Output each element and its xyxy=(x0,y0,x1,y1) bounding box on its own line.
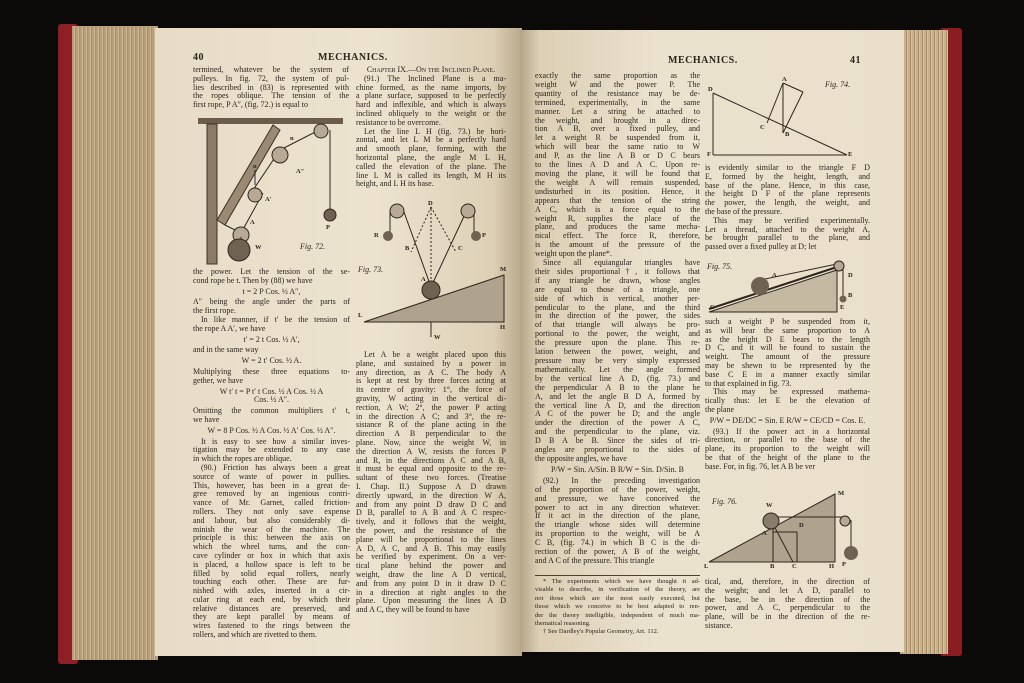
text-line: the weight, and brought in a direc- xyxy=(535,115,700,125)
equation xyxy=(705,415,870,428)
text-line: the plane xyxy=(705,404,735,414)
text-line: to the lines A D and A C. Upon re- xyxy=(535,160,700,170)
right-col2-a xyxy=(705,164,870,252)
text-line: may be shewn to be represented by the xyxy=(705,360,870,370)
text-line: the rope A A′, we have xyxy=(193,323,266,333)
text-line: (90.) Friction has always been a great xyxy=(201,462,350,472)
fig73-label: L xyxy=(358,312,363,319)
text-line: and pressure, we have conceived the xyxy=(535,493,700,503)
fig73-label: C xyxy=(458,245,463,252)
paragraph xyxy=(535,72,700,259)
text-line: pressure may be very simply expressed xyxy=(535,356,700,365)
paragraph xyxy=(535,628,700,636)
text-line: the perpendicular A B to the plane be xyxy=(535,382,700,392)
text-line: and in the same way xyxy=(193,345,259,355)
text-line: horizontal plane, the angle M L H, xyxy=(356,152,506,162)
text-line: gree removed by an ingenious contri- xyxy=(193,489,350,499)
text-line: plane, and produces the same mecha- xyxy=(535,222,700,232)
text-line: directly upward, in the direction W A, xyxy=(356,490,506,500)
fig74-label: B xyxy=(785,131,790,138)
text-line: D C, and it will be found to sustain the xyxy=(705,343,870,353)
text-line: If it act in the direction of the plane, xyxy=(535,511,700,521)
text-line: W = 2 t′ Cos. ½ A. xyxy=(241,356,302,366)
text-line: the vertical line A D, and the direction xyxy=(535,400,700,410)
text-line: let a weight R be suspended from it, xyxy=(535,133,700,143)
text-line: D B, parallel to A B and A C respec- xyxy=(356,508,506,518)
fig73-label: R xyxy=(374,232,379,239)
left-col2-bottom xyxy=(356,351,506,615)
text-line: quantity of the resistance may be de- xyxy=(535,88,700,98)
text-line: weight, draw the line A D vertical, xyxy=(356,569,506,579)
fig72-label: A′ xyxy=(265,196,272,203)
text-line: passed over a fixed pulley at D; let xyxy=(705,242,817,252)
text-line: Let A be a weight placed upon this xyxy=(364,350,506,359)
text-line: weight W and the power P. The xyxy=(535,79,700,89)
text-line: mathematically. Let the angle formed xyxy=(535,364,700,374)
text-line: plane. Now, since the weight W, in xyxy=(356,437,506,447)
text-line: the ropes oblique. The tension of the xyxy=(193,91,349,101)
fig74-label: D xyxy=(708,86,713,93)
left-col1-top xyxy=(193,66,349,110)
text-line: nished with axles, inserted in a cir- xyxy=(193,586,350,596)
running-head: MECHANICS. xyxy=(318,52,388,63)
text-line: they are kept parallel by means of xyxy=(193,612,350,622)
text-line: rollers. They not only save expense xyxy=(193,506,350,516)
text-line: a plane surface, supposed to be perfectly xyxy=(356,91,506,101)
text-line: It is easy to see how a similar inves- xyxy=(201,436,350,446)
text-line: undisturbed in its position. Hence, it xyxy=(535,186,700,196)
text-line: cond rope be t. Then by (88) we have xyxy=(193,275,313,285)
fig76-label: W xyxy=(766,502,773,509)
text-line: to that explained in fig. 73. xyxy=(705,378,792,388)
text-line: inclined obliquely to the weight or the xyxy=(356,108,506,118)
text-line: moving the plane, it will be found that xyxy=(535,168,700,178)
text-line: direction A B perpendicular to the xyxy=(356,429,506,439)
text-line: sultant of these two forces. (Treatise xyxy=(356,473,506,483)
fig72-label: P xyxy=(326,224,330,231)
text-line: nical effect. The force R, therefore, xyxy=(535,231,700,241)
text-line: which will bear the same ratio to W xyxy=(535,142,700,152)
paragraph xyxy=(535,578,700,628)
text-line: the power, and the resistance of the xyxy=(356,525,506,535)
fig76-caption: Fig. 76. xyxy=(712,497,738,506)
text-line: as will bear the same proportion to A xyxy=(705,325,870,335)
text-line: rection of the power, A B of the weight, xyxy=(535,547,700,557)
text-line: tical plane behind the power and xyxy=(356,561,506,571)
text-line: † See Dardley's Popular Geometry, Art. 112. xyxy=(543,628,659,636)
text-line: any direction, as A C. The body A xyxy=(356,367,506,377)
text-line: of that triangle will always be pro- xyxy=(535,320,700,330)
text-line: as the height D E bears to the length xyxy=(705,334,870,344)
text-line: wires fastened to the rings between the xyxy=(193,621,350,631)
text-line: zontal, and let L M be a perfectly hard xyxy=(356,135,506,145)
text-line: base C E in a manner exactly similar xyxy=(705,369,870,379)
fig74-label: F xyxy=(707,151,711,158)
text-line: rollers, and which are rivetted to them. xyxy=(193,630,317,640)
fig75-label: A xyxy=(772,272,777,279)
fig75-label: E xyxy=(840,304,845,311)
left-col1-bottom xyxy=(193,268,350,640)
paragraph xyxy=(193,268,350,286)
text-line: A C of the power be D; and the angle xyxy=(535,409,700,419)
fig76-label: B xyxy=(770,563,775,570)
text-line: is the amount of the pressure of the xyxy=(535,240,700,250)
text-line: is kept at rest by three forces acting at xyxy=(356,376,506,386)
text-line: sistance. xyxy=(705,620,733,630)
text-line: Chapter IX.—On the Inclined Plane. xyxy=(366,65,496,74)
text-line: termined, experimentally, in the same xyxy=(535,97,700,107)
paragraph xyxy=(193,346,350,355)
text-line: tigation may be extended to any case xyxy=(193,445,350,455)
text-line: exactly the same proportion as the xyxy=(535,71,700,80)
text-line: the weight A will remain suspended, xyxy=(535,177,700,187)
text-line: power to act in any direction whatever. xyxy=(535,502,700,512)
text-line: line L M is called its length, M H its xyxy=(356,170,506,180)
text-line: is evidently similar to the triangle F D xyxy=(705,163,870,172)
equation xyxy=(535,464,700,477)
text-line: (92.) In the preceding investigation xyxy=(543,475,700,485)
text-line: Cos. ½ A″. xyxy=(253,395,290,405)
text-line: tical, and, therefore, in the direction of xyxy=(705,577,870,586)
text-line: not those which are the most easily executed, but xyxy=(535,594,700,602)
fig76-label: L xyxy=(704,563,709,570)
paragraph xyxy=(193,316,350,334)
text-line: it must be equal and opposite to the re- xyxy=(356,464,506,474)
text-line: height, and L H its base. xyxy=(356,179,434,189)
paragraph xyxy=(193,438,350,464)
text-line: is placed, a hollow space is left to be xyxy=(193,559,350,569)
page-edges-left xyxy=(72,26,158,660)
text-line: and from any point D in it draw D C xyxy=(356,578,506,588)
text-line: chine formed, as the name imports, by xyxy=(356,82,506,92)
text-line: plane. Upon measuring the lines A D xyxy=(356,596,506,606)
text-line: those which we conceive to be best adapted to ren- xyxy=(535,603,700,611)
text-line: gether, we have xyxy=(193,375,244,385)
text-line: and labour, but also considerably di- xyxy=(193,515,350,525)
text-line: visable to describe, in verification of the theory, are xyxy=(535,586,700,594)
text-line: direction, or parallel to the base of the xyxy=(705,435,870,445)
paragraph xyxy=(535,477,700,566)
text-line: the opposite angles, we have xyxy=(535,453,627,463)
fig72-label: W xyxy=(255,244,262,251)
fig76-label: P xyxy=(842,561,846,568)
right-col2-c xyxy=(705,578,870,631)
text-line: W = 8 P Cos. ½ A Cos. ½ A′ Cos. ½ A″. xyxy=(207,425,336,435)
text-line: plane, its proportion to the weight will xyxy=(705,444,870,454)
paragraph xyxy=(193,66,349,110)
text-line: be verified by experiment. On a ver- xyxy=(356,552,506,562)
text-line: Let the line L H (fig. 73.) be hori- xyxy=(364,126,506,136)
fig72-label: A″ xyxy=(296,168,305,175)
paragraph xyxy=(356,75,506,128)
text-line: A″ being the angle under the parts of xyxy=(193,297,350,307)
paragraph xyxy=(705,428,870,472)
text-line: weight upon the plane*. xyxy=(535,249,612,259)
text-line: under the direction of the power A C, xyxy=(535,418,700,428)
text-line: t = 2 P Cos. ½ A″, xyxy=(242,286,301,296)
text-line: power, and A C, perpendicular to the xyxy=(705,603,870,613)
fig74-label: E xyxy=(848,151,853,158)
text-line: the triangle whose sides will determine xyxy=(535,520,700,530)
text-line: A C, which is a force equal to the xyxy=(535,204,700,214)
text-line: the base, be in the direction of the xyxy=(705,594,870,604)
text-line: This may be verified experimentally. xyxy=(713,215,870,225)
text-line: of the proportion of the power, weight, xyxy=(535,484,700,494)
text-line: manner. Let a string be attached to xyxy=(535,106,700,116)
fig74-label: C xyxy=(760,124,765,131)
footnotes xyxy=(535,578,700,637)
right-col1 xyxy=(535,72,700,566)
text-line: be brought parallel to the plane, and xyxy=(705,233,870,243)
fig75-label: C xyxy=(710,304,715,311)
text-line: W t′ t = P t′ t Cos. ½ A Cos. ½ A xyxy=(219,386,324,396)
text-line: termined, whatever be the system of xyxy=(193,65,349,74)
text-line: This, however, has been in a great de- xyxy=(193,480,350,490)
text-line: appears that the tension of the string xyxy=(535,195,700,205)
paragraph xyxy=(535,259,700,464)
text-line: filled by solid equal rollers, nearly xyxy=(193,568,350,578)
text-line: and R, in the directions A C and A B, xyxy=(356,455,506,465)
text-line: sistance R of the plane acting in the xyxy=(356,420,506,430)
text-line: which the wheel turns, and the con- xyxy=(193,542,350,552)
fig74-label: A xyxy=(782,76,787,83)
paragraph xyxy=(705,388,870,414)
fig73-label: A xyxy=(421,276,426,283)
text-line: their sides proportional†, it follows that xyxy=(535,266,700,276)
fig72-caption: Fig. 72. xyxy=(300,242,326,251)
text-line: rection, A W; 2°, the power P acting xyxy=(356,402,506,412)
text-line: in the direction of the power, the sides xyxy=(535,311,700,321)
text-line: we have xyxy=(193,414,220,424)
equation xyxy=(193,386,350,408)
fig73-label: D xyxy=(428,200,433,207)
text-line: its proportion to the weight, will be A xyxy=(535,529,700,539)
text-line: plane, will be in the direction of the re- xyxy=(705,612,870,622)
text-line: C B, (fig. 74.) in which B C is the di- xyxy=(535,538,700,548)
text-line: the direction A W, resists the forces P xyxy=(356,446,506,456)
text-line: be that of the height of the plane to the xyxy=(705,452,870,462)
fig72-label: n xyxy=(253,163,257,170)
text-line: lies described in (83) is represented with xyxy=(193,82,349,92)
fig72-label: A xyxy=(250,219,255,226)
text-line: in which the ropes are oblique. xyxy=(193,454,292,464)
text-line: P/W = DE/DC = Sin. E R/W = CE/CD = Cos. E. xyxy=(709,415,866,425)
text-line: base of the plane. Hence, in this case, xyxy=(705,180,870,190)
text-line: Multiplying these three equations to- xyxy=(193,366,350,376)
text-line: * The experiments which we have thought it ad- xyxy=(543,578,700,585)
text-line: the height D F of the plane represents xyxy=(705,189,870,199)
text-line: plane, and sustained by a power in xyxy=(356,358,506,368)
text-line: pulleys. In fig. 72, the system of pul- xyxy=(193,73,349,83)
text-line: der the theory intelligible, independent of much ma- xyxy=(535,611,700,619)
text-line: gravity, W acting in the vertical di- xyxy=(356,393,506,403)
paragraph xyxy=(705,578,870,631)
paragraph xyxy=(705,318,870,388)
text-line: This may be expressed mathema- xyxy=(713,387,870,397)
running-head: MECHANICS. xyxy=(668,55,738,66)
text-line: vance of Mr. Garnet, called friction- xyxy=(193,498,350,508)
text-line: in the direction A C; and 3°, the re- xyxy=(356,411,506,421)
text-line: and A C, they will be found to have xyxy=(356,605,470,615)
fig73-caption: Fig. 73. xyxy=(358,265,384,274)
fig76-label: D xyxy=(799,522,804,529)
fig76-label: A xyxy=(762,530,767,537)
text-line: cular ring at each end, by which their xyxy=(193,594,350,604)
text-line: A D, A C, and A B. This may easily xyxy=(356,543,506,553)
text-line: weight. The amount of the pressure xyxy=(705,352,870,362)
text-line: called the elevation of the plane. The xyxy=(356,161,506,171)
text-line: the power. Let the tension of the se- xyxy=(193,267,350,276)
text-line: Since all equiangular triangles have xyxy=(543,258,700,268)
page-number: 40 xyxy=(193,52,204,63)
text-line: the weight; and let A D, parallel to xyxy=(705,585,870,595)
fig76-label: C xyxy=(792,563,797,570)
text-line: Let a thread, attached to the weight A, xyxy=(705,224,870,234)
text-line: and smooth plane, forming, with the xyxy=(356,144,506,154)
paragraph xyxy=(193,298,350,316)
text-line: the base of the pressure. xyxy=(705,206,783,216)
text-line: the pressure upon the plane. This re- xyxy=(535,338,700,348)
paragraph xyxy=(193,368,350,386)
fig75-label: D xyxy=(848,272,853,279)
fig73-label: B xyxy=(405,245,410,252)
text-line: Omitting the common multipliers t′ t, xyxy=(193,406,350,416)
text-line: base. For, in fig. 76, let A B be ver xyxy=(705,461,816,471)
fig74-caption: Fig. 74. xyxy=(825,80,851,89)
fig76-label: M xyxy=(838,490,845,497)
text-line: lation between the power, weight, and xyxy=(535,347,700,357)
fig73-label: M xyxy=(500,266,507,273)
left-col2-top xyxy=(356,66,506,189)
text-line: touching each other. These are fur- xyxy=(193,577,350,587)
text-line: In like manner, if t′ be the tension of xyxy=(201,314,350,324)
text-line: the first rope. xyxy=(193,306,236,316)
text-line: source of waste of power in pullies. xyxy=(193,471,350,481)
text-line: hard and inflexible, and which is always xyxy=(356,100,506,110)
paragraph xyxy=(356,351,506,615)
equation xyxy=(193,425,350,438)
text-line: I. Chap. II.) Suppose A D drawn xyxy=(356,481,506,491)
paragraph xyxy=(193,407,350,425)
text-line: principle is this: between the axis on xyxy=(193,533,350,543)
text-line: thematical reasoning. xyxy=(535,620,591,628)
paragraph xyxy=(356,128,506,190)
text-line: tically thus: let E be the elevation of xyxy=(705,396,870,406)
text-line: its centre of gravity: 1°, the force of xyxy=(356,385,506,395)
text-line: and from any point D draw D C and xyxy=(356,499,506,509)
text-line: and the perpendicular to the plane, viz. xyxy=(535,427,700,437)
text-line: t′ = 2 t Cos. ½ A′, xyxy=(243,334,300,344)
text-line: tively, and it follows that the weight, xyxy=(356,517,506,527)
text-line: and A C of the pressure. This triangle xyxy=(535,555,655,565)
text-line: in a direction at right angles to the xyxy=(356,587,506,597)
text-line: relative distances are preserved, and xyxy=(193,603,350,613)
text-line: resistance to be overcome. xyxy=(356,117,441,127)
paragraph xyxy=(193,464,350,640)
text-line: P/W = Sin. A/Sin. B R/W = Sin. D/Sin. B xyxy=(551,464,684,474)
text-line: and P, as the line A B or D C bears xyxy=(535,151,700,161)
text-line: minish the wear of the machine. The xyxy=(193,524,350,534)
text-line: the power, the length, the weight, and xyxy=(705,198,870,208)
text-line: angles are proportional to the sides of xyxy=(535,445,700,455)
text-line: are equal to those of a triangle, one xyxy=(535,284,700,294)
text-line: pendicular to the plane, and the third xyxy=(535,302,700,312)
footnote-rule xyxy=(535,575,700,576)
page-edges-right xyxy=(900,30,948,654)
fig73-label: H xyxy=(500,324,506,331)
text-line: weight R, supplies the place of the xyxy=(535,213,700,223)
fig76-label: H xyxy=(829,563,835,570)
fig75-caption: Fig. 75. xyxy=(707,262,733,271)
text-line: by the vertical line A D, (fig. 73.) and xyxy=(535,373,700,383)
text-line: such a weight P be suspended from it, xyxy=(705,317,870,326)
text-line: (93.) If the power act in a horizontal xyxy=(713,426,870,436)
text-line: E, formed by the height, length, and xyxy=(705,171,870,181)
fig73-label: W xyxy=(434,334,441,341)
fig73-label: P xyxy=(482,232,486,239)
text-line: plane will be proportional to the lines xyxy=(356,534,506,544)
text-line: first rope, P A″, (fig. 72.) is equal to xyxy=(193,100,309,110)
text-line: portional to the power, the weight, and xyxy=(535,329,700,339)
text-line: cave cylinder or box in which that axis xyxy=(193,550,350,560)
text-line: A, and let the angle B D A, formed by xyxy=(535,391,700,401)
paragraph xyxy=(705,164,870,217)
text-line: (91.) The Inclined Plane is a ma- xyxy=(364,73,506,83)
fig72-label: n xyxy=(290,135,294,142)
page-number: 41 xyxy=(850,55,861,66)
text-line: tion A B, over a fixed pulley, and xyxy=(535,124,700,134)
text-line: side of which is vertical, another per- xyxy=(535,293,700,303)
text-line: if any triangle be drawn, whose angles xyxy=(535,275,700,285)
paragraph xyxy=(705,217,870,252)
right-col2-b xyxy=(705,318,870,472)
fig75-label: B xyxy=(848,292,853,299)
text-line: D B A be B. Since the sides of tri- xyxy=(535,436,700,446)
